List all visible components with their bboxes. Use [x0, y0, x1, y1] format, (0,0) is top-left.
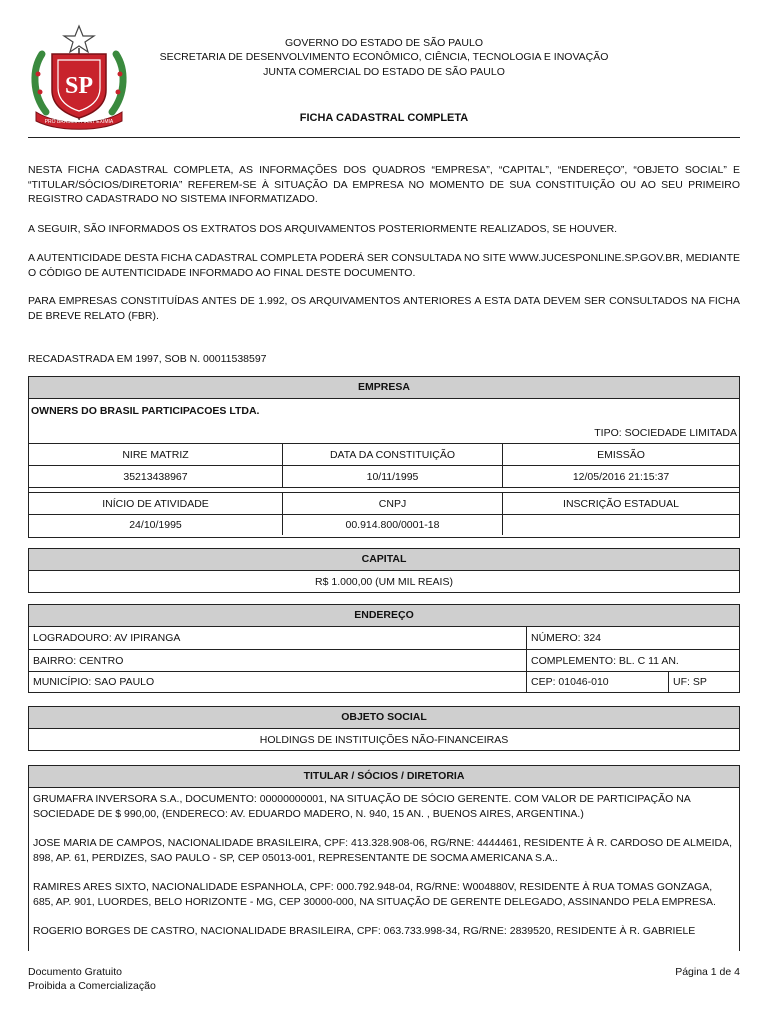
- capital-value: R$ 1.000,00 (UM MIL REAIS): [315, 576, 453, 588]
- label-inscricao-estadual: INSCRIÇÃO ESTADUAL: [502, 493, 739, 514]
- titular-entry: JOSE MARIA DE CAMPOS, NACIONALIDADE BRASILEIRA, CPF: 413.328.908-06, RG/RNE: 4444461, RESIDENTE À R. CARDOSO DE ALMEIDA, 898, AP. 61, PERDIZES, SAO PAULO - SP, CEP 05013-001, REPRESENTANTE DE SOCMA AMERICANA S.A..: [33, 837, 733, 864]
- label-nire: NIRE MATRIZ: [122, 448, 189, 461]
- footer-documento-gratuito: Documento Gratuito: [28, 966, 122, 978]
- value-inicio-atividade: 24/10/1995: [129, 519, 182, 531]
- sao-paulo-coat-of-arms: [28, 24, 130, 130]
- document-header: [0, 0, 768, 140]
- company-name: OWNERS DO BRASIL PARTICIPACOES LTDA.: [31, 405, 260, 417]
- cep: CEP: 01046-010: [526, 672, 668, 692]
- seal-letters: SP: [64, 73, 94, 99]
- numero: NÚMERO: 324: [526, 627, 739, 649]
- header-divider: [28, 137, 740, 138]
- company-type: TIPO: SOCIEDADE LIMITADA: [594, 427, 737, 439]
- empresa-labels-row-1: [29, 443, 739, 465]
- capital-section: [28, 548, 740, 593]
- endereco-row-2: [29, 649, 739, 671]
- recadastrada-note: RECADASTRADA EM 1997, SOB N. 00011538597: [28, 353, 267, 365]
- document-title: FICHA CADASTRAL COMPLETA: [299, 112, 469, 124]
- objeto-social-value: HOLDINGS DE INSTITUIÇÕES NÃO-FINANCEIRAS: [259, 734, 509, 746]
- intro-paragraph-2: A SEGUIR, SÃO INFORMADOS OS EXTRATOS DOS ARQUIVAMENTOS POSTERIORMENTE REALIZADOS, SE HOUVER.: [28, 223, 618, 235]
- label-emissao: EMISSÃO: [502, 444, 739, 465]
- header-junta: JUNTA COMERCIAL DO ESTADO DE SÃO PAULO: [263, 66, 505, 78]
- municipio: MUNICÍPIO: SAO PAULO: [33, 676, 155, 688]
- endereco-row-3: [29, 671, 739, 692]
- titular-section: [28, 765, 740, 951]
- bairro: BAIRRO: CENTRO: [33, 654, 124, 667]
- empresa-heading: EMPRESA: [29, 377, 739, 399]
- logradouro: LOGRADOURO: AV IPIRANGA: [33, 632, 181, 644]
- value-emissao: 12/05/2016 21:15:37: [502, 466, 739, 487]
- uf: UF: SP: [668, 672, 739, 692]
- empresa-labels-row-2: [29, 492, 739, 514]
- endereco-heading: ENDEREÇO: [29, 605, 739, 627]
- seal-motto: PRO BRASILIA FIANT EXIMIA: [44, 119, 114, 125]
- label-cnpj: CNPJ: [282, 493, 502, 514]
- endereco-row-1: [29, 627, 739, 649]
- objeto-social-section: [28, 706, 740, 751]
- label-inicio-atividade: INÍCIO DE ATIVIDADE: [102, 497, 209, 510]
- titular-entry: RAMIRES ARES SIXTO, NACIONALIDADE ESPANHOLA, CPF: 000.792.948-04, RG/RNE: W004880V, RESIDENTE À RUA TOMAS GONZAGA, 685, AP. 901, LUORDES, BELO HORIZONTE - MG, CEP 30000-000, NA SITUAÇÃO DE GERENTE DELEGADO, ASSINANDO PELA EMPRESA.: [33, 881, 716, 908]
- value-inscricao-estadual: [502, 515, 739, 535]
- capital-heading: CAPITAL: [29, 549, 739, 571]
- label-data-constituicao: DATA DA CONSTITUIÇÃO: [282, 444, 502, 465]
- intro-paragraph-1: NESTA FICHA CADASTRAL COMPLETA, AS INFORMAÇÕES DOS QUADROS “EMPRESA”, “CAPITAL”, “ENDEREÇO”, “OBJETO SOCIAL” E “TITULAR/SÓCIOS/DIRETORIA” REFEREM-SE À SITUAÇÃO DA EMPRESA NO MOMENTO DE SUA CONSTITUIÇÃO OU AO SEU PRIMEIRO REGISTRO CADASTRADO NO SISTEMA INFORMATIZADO.: [28, 164, 740, 205]
- endereco-section: [28, 604, 740, 693]
- value-nire: 35213438967: [123, 470, 188, 483]
- intro-paragraph-4: PARA EMPRESAS CONSTITUÍDAS ANTES DE 1.992, OS ARQUIVAMENTOS ANTERIORES A ESTA DATA DEVEM SER CONSULTADOS NA FICHA DE BREVE RELATO (FBR).: [28, 295, 740, 322]
- value-data-constituicao: 10/11/1995: [282, 466, 502, 487]
- titular-heading: TITULAR / SÓCIOS / DIRETORIA: [29, 766, 739, 788]
- empresa-section: [28, 376, 740, 538]
- empresa-values-row-2: [29, 514, 739, 535]
- empresa-values-row-1: [29, 465, 739, 487]
- header-government: GOVERNO DO ESTADO DE SÃO PAULO: [285, 37, 483, 49]
- header-secretaria: SECRETARIA DE DESENVOLVIMENTO ECONÔMICO, CIÊNCIA, TECNOLOGIA E INOVAÇÃO: [159, 51, 609, 63]
- intro-paragraph-3: A AUTENTICIDADE DESTA FICHA CADASTRAL COMPLETA PODERÁ SER CONSULTADA NO SITE WWW.JUCESPONLINE.SP.GOV.BR, MEDIANTE O CÓDIGO DE AUTENTICIDADE INFORMADO AO FINAL DESTE DOCUMENTO.: [28, 252, 740, 279]
- objeto-social-heading: OBJETO SOCIAL: [29, 707, 739, 729]
- page-number: Página 1 de 4: [675, 966, 740, 978]
- complemento: COMPLEMENTO: BL. C 11 AN.: [526, 650, 739, 671]
- footer-proibida: Proibida a Comercialização: [28, 979, 156, 992]
- empresa-name-block: [29, 399, 739, 443]
- footer-notice: [28, 966, 156, 993]
- titular-entry: GRUMAFRA INVERSORA S.A., DOCUMENTO: 00000000001, NA SITUAÇÃO DE SÓCIO GERENTE. COM VALOR DE PARTICIPAÇÃO NA SOCIEDADE DE $ 990,00, (ENDERECO: AV. EDUARDO MADERO, N. 940, 15 AN. , BUENOS AIRES, ARGENTINA.): [33, 793, 691, 820]
- value-cnpj: 00.914.800/0001-18: [282, 515, 502, 535]
- titular-entries: [29, 788, 739, 939]
- titular-entry: ROGERIO BORGES DE CASTRO, NACIONALIDADE BRASILEIRA, CPF: 063.733.998-34, RG/RNE: 2839520, RESIDENTE À R. GABRIELE: [33, 925, 696, 937]
